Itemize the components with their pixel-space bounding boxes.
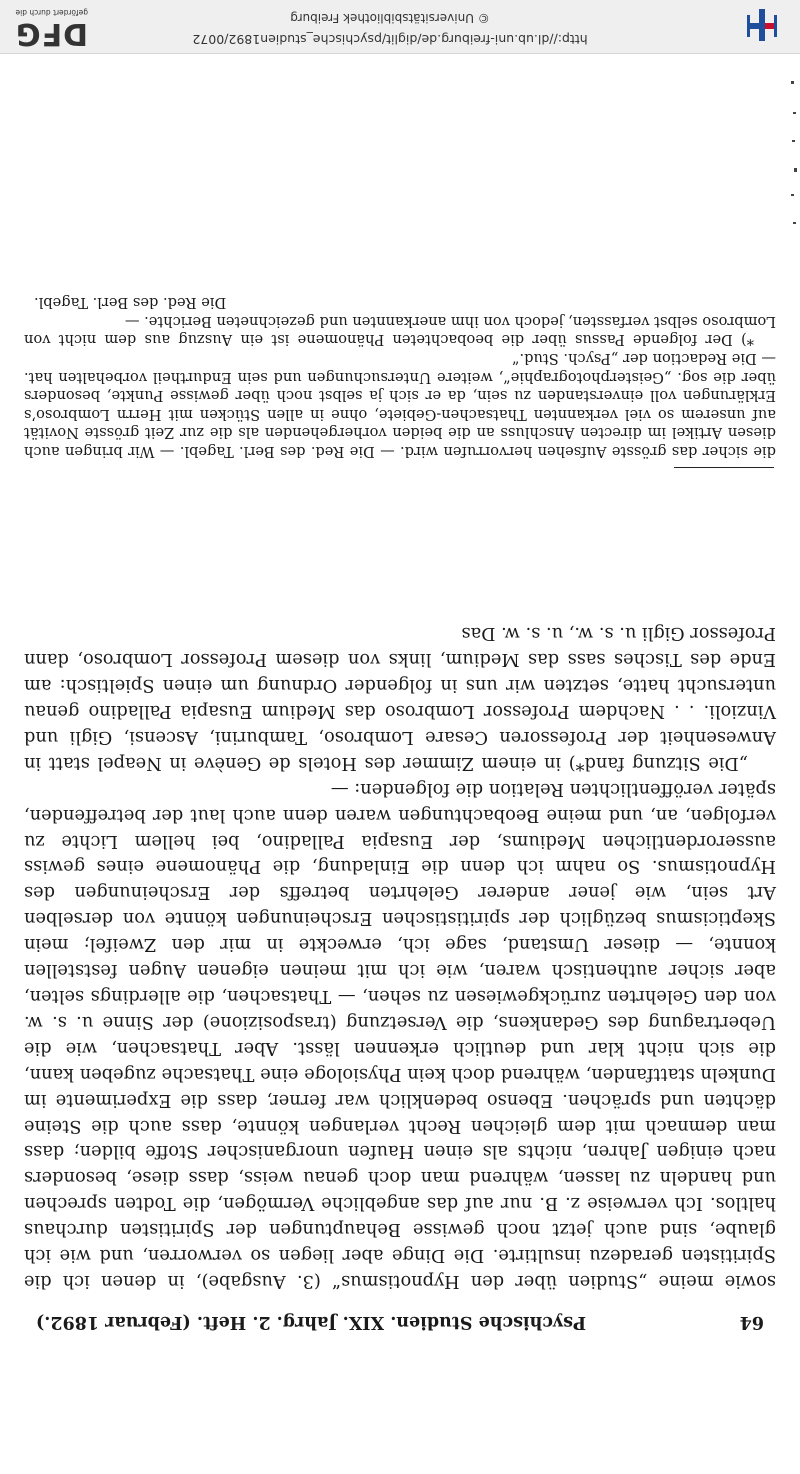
dfg-logo[interactable] xyxy=(8,5,88,49)
ub-freiburg-logo-icon[interactable] xyxy=(744,7,780,43)
footnote-text: die sicher das grösste Aufsehen hervorrufen wird. — Die Red. des Berl. Tagebl. — Wir bringen auch diesen Artikel im directen Anschluss an die beiden vorhergehenden als die zur Zeit grösste Novität auf unserem so viel verkannten Thatsachen-Gebiete, ohne in allen Stücken mit Herrn Lombroso’s Erklärungen voll einverstanden zu sein, da er sich ja selbst noch über gewisse Punkte, besonders über die sog. „Geisterphotographie“, weitere Untersuchungen und sein Endurtheil vorbehalten hat. — Die Redaction der „Psych. Stud.“ xyxy=(24,350,776,460)
footer-url-link[interactable]: http://dl.ub.uni-freiburg.de/diglit/psychische_studien1892/0072 xyxy=(192,32,588,47)
footnote-rule xyxy=(674,467,774,468)
dfg-logo-text: DFG xyxy=(14,16,88,51)
body-text xyxy=(24,620,776,1294)
footnote-block xyxy=(24,293,776,460)
footnote-signature: Die Red. des Berl. Tagebl. xyxy=(34,294,227,312)
scan-edge-marks xyxy=(786,54,800,234)
running-head-title: Psychische Studien. XIX. Jahrg. 2. Heft. (Februar 1892.) xyxy=(36,1312,587,1332)
page-number: 64 xyxy=(739,1312,764,1332)
body-paragraph-1: sowie meine „Studien über den Hypnotismus“ (3. Ausgabe), in denen ich die Spiritisten geradezu insultirte. Die Dinge aber liegen so verworren, und wie ich glaube, sind auch jetzt noch gewisse Behauptungen der Spiritisten durchaus haltlos. Ich verweise z. B. nur auf das angebliche Vermögen, die Todten sprechen und handeln zu lassen, während man doch genau weiss, dass diese, besonders nach einigen Jahren, nichts als einen Haufen unorganischer Stoffe bilden; dass man demnach mit dem gleichen Recht verlangen könnte, dass auch die Steine dächten und sprächen. Ebenso bedenklich war ferner, dass die Experimente im Dunkeln stattfanden, während doch kein Physiologe eine Thatsache zugeben kann, die sich nicht klar und deutlich erkennen lässt. Aber Thatsachen, wie die Uebertragung des Gedankens, die Versetzung (trasposizione) der Sinne u. s. w. von den Gelehrten zurückgewiesen zu sehen, — Thatsachen, die allerdings selten, aber sicher authentisch waren, wie ich mit meinen eigenen Augen feststellen konnte, — dieser Umstand, sage ich, erweckte in mir den Zweifel; mein Skepticismus bezüglich der spiritistischen Erscheinungen könnte von derselben Art sein, wie jener anderer Gelehrten betreffs der Erscheinungen des Hypnotismus. So nahm ich denn die Einladung, die Phänomene eines gewiss ausserordentlichen Mediums, der Eusapia Palladino, bei hellem Lichte zu verfolgen, an, und meine Beobachtungen waren denn auch laut der betreffenden, später veröffentlichten Relation die folgenden: — xyxy=(24,778,776,1292)
running-head xyxy=(36,1310,764,1332)
footnote-note: *) Der folgende Passus über die beobachteten Phänomene ist ein Auszug aus dem nicht von Lombroso selbst verfassten, jedoch von ihm anerkannten und gezeichneten Berichte. — xyxy=(24,312,776,349)
dfg-logo-subtitle: gefördert durch die xyxy=(15,8,88,17)
footer-copyright: © Universitätsbibliothek Freiburg xyxy=(290,11,490,25)
footer-band xyxy=(0,0,800,54)
book-page xyxy=(0,54,800,1474)
body-paragraph-2: „Die Sitzung fand*) in einem Zimmer des Hotels de Genève in Neapel statt in Anwesenheit der Professoren Cesare Lombroso, Tamburini, Ascensi, Gigli und Vinzioli. . . Nachdem Professor Lombroso das Medium Eusapia Palladino genau untersucht hatte, setzten wir uns in folgender Ordnung um einen Spieltisch: am Ende des Tisches sass das Medium, links von diesem Professor Lombroso, dann Professor Gigli u. s. w., u. s. w. Das xyxy=(24,623,776,774)
